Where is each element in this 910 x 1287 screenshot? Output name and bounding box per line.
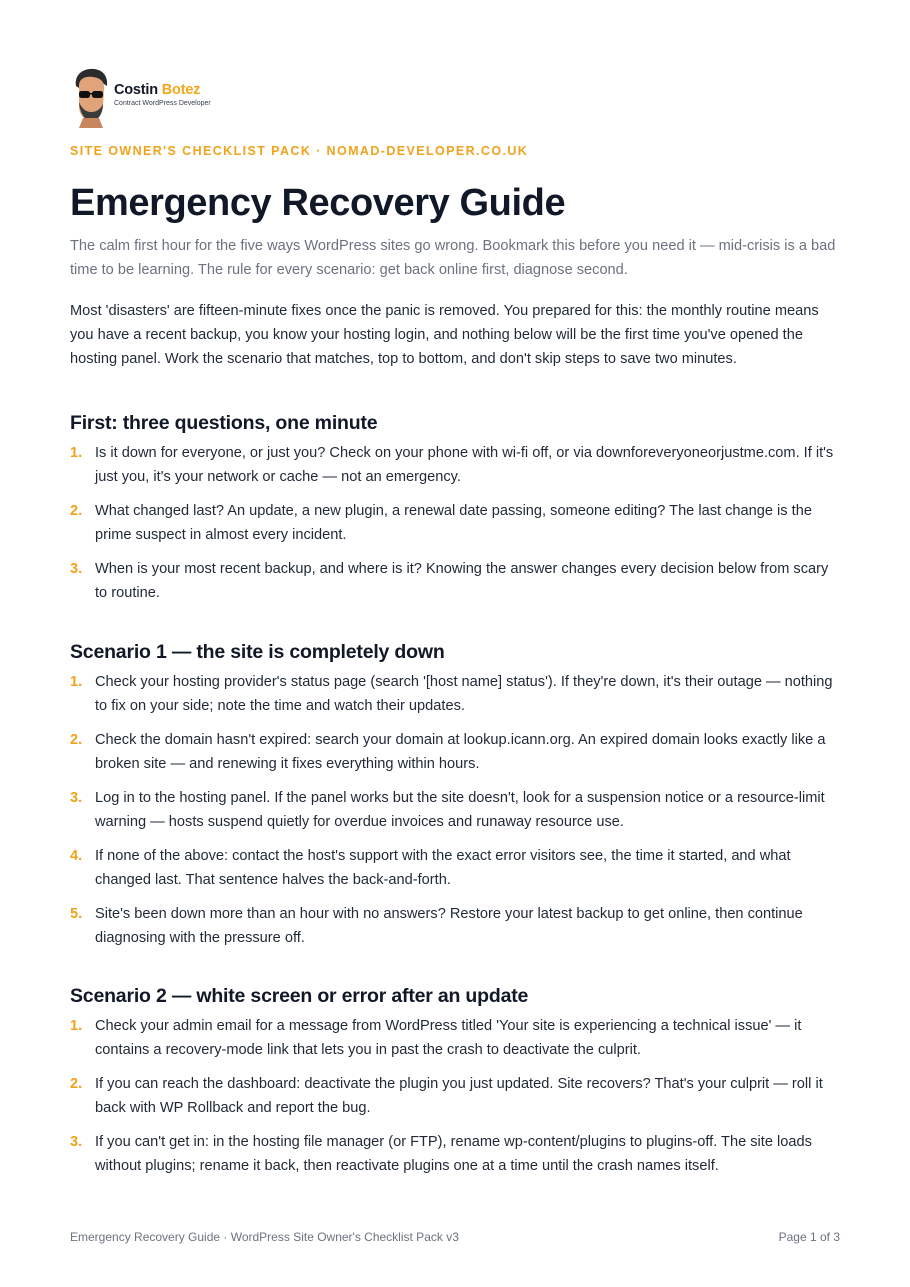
step-list	[70, 670, 842, 950]
step-number: 2.	[70, 503, 83, 519]
list-item	[70, 441, 842, 489]
step-text: If you can't get in: in the hosting file manager (or FTP), rename wp-content/plugins to plugins-off. The site loads without plugins; rename it back, then reactivate plugins one at a time until the crash names itself.	[95, 1134, 812, 1174]
intro-paragraph: Most 'disasters' are fifteen-minute fixes once the panic is removed. You prepared for this: the monthly routine means you have a recent backup, you know your hosting login, and nothing below will be the first time you've opened the hosting panel. Work the scenario that matches, top to bottom, and don't skip steps to save two minutes.	[70, 303, 819, 367]
brand-name-first: Costin	[114, 82, 158, 98]
section-scenario-1	[70, 639, 842, 960]
step-text: Is it down for everyone, or just you? Check on your phone with wi-fi off, or via downforeveryoneorjustme.com. If it's just you, it's your network or cache — not an emergency.	[95, 445, 834, 485]
step-text: Log in to the hosting panel. If the panel works but the site doesn't, look for a suspension notice or a resource-limit warning — hosts suspend quietly for overdue invoices and runaway resource use.	[95, 790, 825, 830]
step-text: When is your most recent backup, and where is it? Knowing the answer changes every decision below from scary to routine.	[95, 561, 829, 601]
footer-doc-title: Emergency Recovery Guide · WordPress Site Owner's Checklist Pack v3	[70, 1230, 459, 1244]
step-list	[70, 441, 842, 605]
step-number: 2.	[70, 732, 83, 748]
section-first-questions	[70, 410, 842, 615]
step-text: Check the domain hasn't expired: search your domain at lookup.icann.org. An expired domain looks exactly like a broken site — and renewing it fixes everything within hours.	[95, 732, 826, 772]
page-subtitle: The calm first hour for the five ways WordPress sites go wrong. Bookmark this before you need it — mid-crisis is a bad time to be learning. The rule for every scenario: get back online first, diagnose second.	[70, 238, 836, 278]
brand-tagline: Contract WordPress Developer	[114, 100, 211, 107]
step-number: 1.	[70, 1018, 83, 1034]
step-text: Check your admin email for a message from WordPress titled 'Your site is experiencing a technical issue' — it contains a recovery-mode link that lets you in past the crash to deactivate the culprit.	[95, 1018, 802, 1058]
list-item	[70, 1014, 842, 1062]
section-heading: Scenario 2 — white screen or error after an update	[70, 985, 529, 1007]
brand-name-last: Botez	[161, 82, 201, 98]
step-text: Site's been down more than an hour with no answers? Restore your latest backup to get online, then continue diagnosing with the pressure off.	[95, 906, 803, 946]
step-text: If you can reach the dashboard: deactivate the plugin you just updated. Site recovers? That's your culprit — roll it back with WP Rollback and report the bug.	[95, 1076, 823, 1116]
step-number: 2.	[70, 1076, 83, 1092]
list-item	[70, 844, 842, 892]
avatar-icon	[70, 66, 112, 128]
list-item	[70, 786, 842, 834]
list-item	[70, 1130, 842, 1178]
step-number: 1.	[70, 445, 83, 461]
section-heading: Scenario 1 — the site is completely down	[70, 641, 445, 663]
page-footer	[70, 1230, 840, 1244]
step-number: 4.	[70, 848, 83, 864]
list-item	[70, 728, 842, 776]
step-list	[70, 1014, 842, 1178]
page-title: Emergency Recovery Guide	[70, 182, 566, 224]
list-item	[70, 902, 842, 950]
list-item	[70, 499, 842, 547]
brand-name	[114, 82, 211, 98]
page-number: Page 1 of 3	[778, 1230, 840, 1244]
section-scenario-2	[70, 983, 842, 1188]
step-number: 5.	[70, 906, 83, 922]
eyebrow-label: SITE OWNER'S CHECKLIST PACK · NOMAD-DEVELOPER.CO.UK	[70, 144, 529, 158]
step-number: 3.	[70, 790, 83, 806]
step-text: What changed last? An update, a new plugin, a renewal date passing, someone editing? The last change is the prime suspect in almost every incident.	[95, 503, 812, 543]
list-item	[70, 1072, 842, 1120]
step-text: Check your hosting provider's status page (search '[host name] status'). If they're down, it's their outage — nothing to fix on your side; note the time and watch their updates.	[95, 674, 833, 714]
list-item	[70, 670, 842, 718]
list-item	[70, 557, 842, 605]
brand-logo	[70, 66, 211, 128]
step-number: 3.	[70, 1134, 83, 1150]
section-heading: First: three questions, one minute	[70, 412, 378, 434]
step-number: 1.	[70, 674, 83, 690]
step-text: If none of the above: contact the host's support with the exact error visitors see, the time it started, and what changed last. That sentence halves the back-and-forth.	[95, 848, 791, 888]
step-number: 3.	[70, 561, 83, 577]
